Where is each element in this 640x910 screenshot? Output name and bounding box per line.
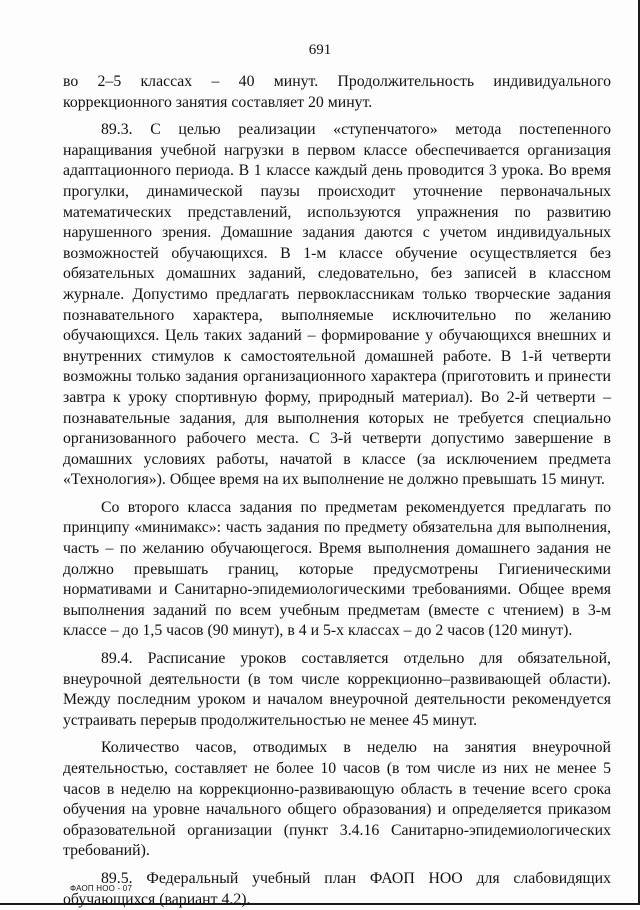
paragraph-89-4: 89.4. Расписание уроков составляется отдельно для обязательной, внеурочной деятельности (в том числе коррекционно–развивающей области). Между последним уроком и началом внеурочной деятельности рекомендуется устраивать перерыв продолжительностью не менее 45 минут. <box>63 650 611 729</box>
paragraph-89-3: 89.3. С целью реализации «ступенчатого» метода постепенного наращивания учебной нагрузки в первом классе обеспечивается организация адаптационного периода. В 1 классе каждый день проводится 3 урока. Во время прогулки, динамической паузы происходит уточнение первоначальных математических представлений, используются упражнения по развитию нарушенного зрения. Домашние задания даются с учетом индивидуальных возможностей обучающихся. В 1-м классе обучение осуществляется без обязательных домашних заданий, следовательно, без записей в классном журнале. Допустимо предлагать первоклассникам только творческие задания познавательного характера, выполняемые исключительно по желанию обучающихся. Цель таких заданий – формирование у обучающихся внешних и внутренних стимулов к самостоятельной домашней работе. В 1-й четверти возможны только задания организационного характера (приготовить и принести завтра к уроку спортивную форму, природный материал). Во 2-й четверти – познавательные задания, для выполнения которых не требуется специально организованного рабочего места. С 3-й четверти допустимо завершение в домашних условиях работы, начатой в классе (за исключением предмета «Технология»). Общее время на их выполнение не должно превышать 15 минут. <box>63 121 611 489</box>
page-footer: ФАОП НОО - 07 <box>70 884 133 893</box>
paragraph-second-grade: Со второго класса задания по предметам рекомендуется предлагать по принципу «минимакс»: часть задания по предмету обязательна для выполнения, часть – по желанию обучающегося. Время выполнения домашнего задания не должно превышать границ, которые предусмотрены Гигиеническими нормативами и Санитарно-эпидемиологическими требованиями. Общее время выполнения заданий по всем учебным предметам (вместе с чтением) в 3-м классе – до 1,5 часов (90 минут), в 4 и 5-х классах – до 2 часов (120 минут). <box>63 498 611 640</box>
page-number: 691 <box>308 42 332 58</box>
paragraph-hours: Количество часов, отводимых в неделю на занятия внеурочной деятельностью, составляет не более 10 часов (в том числе из них не менее 5 часов в неделю на коррекционно-развивающую область в течение всего срока обучения на уровне начального общего образования) и определяется приказом образовательной организации (пункт 3.4.16 Санитарно-эпидемиологических требований). <box>63 739 611 860</box>
paragraph-continuation: во 2–5 классах – 40 минут. Продолжительность индивидуального коррекционного занятия составляет 20 минут. <box>63 73 611 111</box>
paragraph-89-5: 89.5. Федеральный учебный план ФАОП НОО для слабовидящих обучающихся (вариант 4.2). <box>63 869 611 908</box>
document-body <box>63 72 611 910</box>
